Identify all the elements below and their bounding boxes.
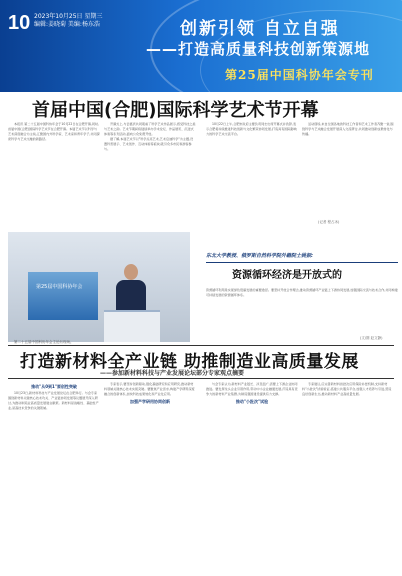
article-column [104, 382, 196, 572]
main-headline: 首届中国(合肥)国际科学艺术节开幕 [32, 100, 319, 121]
article-column [206, 122, 298, 186]
conference-photo [8, 232, 190, 342]
special-issue-label: 第25届中国科协年会专刊 [225, 68, 374, 82]
screen-caption: 第25届中国科协年会 [36, 284, 83, 290]
section-divider [8, 378, 394, 379]
article-column [104, 122, 196, 230]
article-paragraph: 与会专家认为,新材料产业链长、涉及面广,需要上下游企业协同推进。要发挥龙头企业引领作用,带动中小企业融通发展,打造具有竞争力的新材料产业集群,为制造强国建设提供有力支撑。 [206, 382, 298, 396]
section-heading: 加强产学研用协同创新 [130, 399, 170, 404]
stage-screen [28, 272, 98, 320]
feature-credit: (文/图 赵文静) [360, 336, 383, 340]
section-heading: 推动"小批次"试验 [235, 399, 269, 404]
page-number: 10 [8, 12, 31, 34]
speaker-head [124, 264, 138, 280]
article-column [8, 122, 100, 230]
feature-body: 资源循环利用是实现绿色低碳发展的重要途径。要坚持开放合作理念,推动资源循环产业链上下游协同发展,加强国际交流与技术合作,共同构建可持续发展的资源循环体系。 [206, 288, 398, 297]
section-subheadline: ——参加新材料科技与产业发展论坛部分专家观点摘要 [100, 370, 245, 377]
banner-title: 创新引领 自立自强 [180, 19, 340, 39]
article-paragraph: 10月22日上午,合肥市政府主要负责同志出席开幕式并致辞,表示合肥将持续推进科技创新与文化繁荣协同发展,打造具有国际影响力的科学艺术交流平台。 [206, 122, 297, 136]
photo-caption: 第二十五届中国科协年会主论坛现场。 [14, 340, 74, 344]
article-paragraph: 10月23日,新材料科技与产业发展论坛在合肥举行。与会专家围绕新材料关键核心技术攻关、产业链协同发展等议题展开深入研讨,为推动制造业高质量发展建言献策。新材料是战略性、基础性产业,是高技术竞争的关键领域。 [8, 391, 99, 410]
article-column [302, 382, 394, 572]
author-note: (记者 程占冰) [318, 220, 340, 224]
article-column [8, 382, 100, 572]
feature-lead: 东北大学教授、俄罗斯自然科学院外籍院士姚振: [206, 253, 314, 259]
editor-line: 编辑:姜晓菊 美编:杨东浩 [34, 21, 100, 28]
article-paragraph: 据了解,本届艺术节以"科学点亮艺术,艺术启迪科学"为主题,设置科普展示、艺术创作、互动体验等板块,吸引众多市民和游客参与。 [104, 137, 194, 151]
article-paragraph: 活动现场,来自全国各地的科技工作者和艺术工作者齐聚一堂,围绕科学与艺术融合发展开展深入交流研讨,共同推动创新成果转化与传播。 [302, 122, 394, 136]
section-headline: 打造新材料全产业链 助推制造业高质量发展 [20, 352, 359, 372]
article-paragraph: 开幕式上,与会嘉宾共同观看了科学艺术作品展示,感受科技之美与艺术之韵。艺术节期间将陆续举办学术论坛、作品展览、沉浸式体验等系列活动,面向公众免费开放。 [104, 122, 196, 136]
issue-date: 2023年10月25日 星期三 [34, 13, 103, 20]
article-column [206, 382, 298, 572]
article-column [302, 122, 394, 186]
section-heading: 推动"从0到1"原创性突破 [31, 384, 77, 389]
section-divider [8, 345, 394, 346]
article-paragraph: 专家建议,应完善新材料首批次应用保险补偿机制,支持新材料"小批次"试验验证,搭建公共服务平台,加强人才培养与引进,营造良好创新生态,推动新材料产业高质量发展。 [302, 382, 392, 396]
article-paragraph: 本报讯 第二十五届中国科协年会于10月22日在合肥开幕,同时,首届中国(合肥)国际科学艺术节在合肥开幕。本届艺术节以科学与艺术深度融合为主线,汇聚国内外科学家、艺术家和青年学子,共同探索科学与艺术交融的新路径。 [8, 122, 100, 141]
issue-info [34, 13, 102, 29]
article-paragraph: 专家表示,要坚持创新驱动,强化基础研究和应用研究,推动新材料领域关键核心技术实现突破。要聚焦产业需求,构建产学研用深度融合的创新体系,加快科技成果转化和产业化应用。 [104, 382, 195, 396]
header-banner [0, 0, 402, 92]
feature-subhead: 资源循环经济是开放式的 [232, 270, 342, 281]
banner-subtitle: ——打造高质量科技创新策源地 [146, 40, 371, 58]
podium [104, 310, 160, 342]
